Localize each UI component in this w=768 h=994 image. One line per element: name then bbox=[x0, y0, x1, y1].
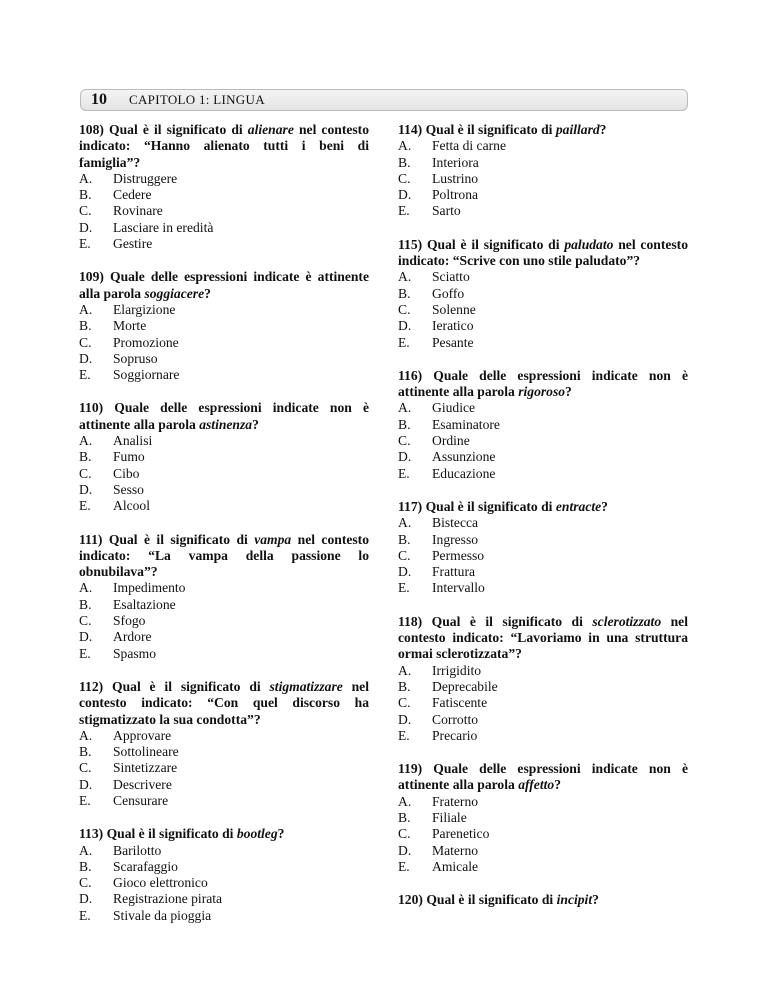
option-letter: E. bbox=[79, 907, 91, 923]
question-lead: 119) Quale delle espressioni indicate non è attinente alla parola bbox=[398, 761, 688, 793]
answer-option bbox=[398, 400, 688, 416]
option-text: Assunzione bbox=[432, 449, 496, 465]
option-text: Ardore bbox=[113, 629, 152, 645]
answer-option bbox=[79, 220, 369, 236]
option-text: Fumo bbox=[113, 449, 145, 465]
answer-option bbox=[398, 843, 688, 859]
option-letter: B. bbox=[398, 416, 411, 432]
answer-option bbox=[79, 318, 369, 334]
question-term: alienare bbox=[247, 122, 294, 137]
option-letter: C. bbox=[79, 760, 92, 776]
option-letter: B. bbox=[398, 531, 411, 547]
answer-option bbox=[398, 286, 688, 302]
option-text: Registrazione pirata bbox=[113, 891, 223, 907]
question-lead: 112) Qual è il significato di bbox=[79, 678, 270, 694]
question-tail: nel contesto indicato: “Con quel discorso ha stigmatizzato la sua condotta”? bbox=[79, 678, 369, 727]
option-letter: B. bbox=[398, 678, 411, 694]
question-tail: ? bbox=[554, 777, 561, 793]
option-text: Parenetico bbox=[432, 826, 490, 842]
question-block bbox=[398, 892, 688, 908]
question-text bbox=[398, 614, 688, 663]
answer-option bbox=[79, 302, 369, 318]
option-letter: A. bbox=[79, 580, 93, 596]
question-lead: 110) Quale delle espressioni indicate non è attinente alla parola bbox=[79, 400, 369, 432]
question-lead: 120) Qual è il significato di bbox=[398, 892, 557, 908]
question-text bbox=[79, 400, 369, 433]
question-text bbox=[398, 892, 688, 908]
answer-option bbox=[398, 171, 688, 187]
question-lead: 115) Qual è il significato di bbox=[398, 236, 565, 252]
option-text: Stivale da pioggia bbox=[113, 907, 212, 923]
answer-option bbox=[79, 597, 369, 613]
option-text: Morte bbox=[113, 318, 147, 334]
answer-option bbox=[398, 433, 688, 449]
option-text: Distruggere bbox=[113, 170, 178, 186]
question-tail: nel contesto indicato: “Lavoriamo in una struttura ormai sclerotizzata”? bbox=[398, 613, 688, 662]
answer-option bbox=[79, 629, 369, 645]
option-letter: C. bbox=[398, 826, 411, 842]
question-block bbox=[398, 614, 688, 744]
option-text: Alcool bbox=[113, 498, 150, 514]
question-term: vampa bbox=[254, 531, 292, 547]
running-header bbox=[80, 89, 688, 111]
option-letter: A. bbox=[398, 400, 412, 416]
option-letter: A. bbox=[398, 515, 412, 531]
option-text: Soggiornare bbox=[113, 367, 180, 383]
option-text: Sarto bbox=[432, 203, 461, 219]
answer-option bbox=[79, 843, 369, 859]
question-block bbox=[79, 269, 369, 383]
answer-option bbox=[398, 826, 688, 842]
left-column bbox=[79, 122, 369, 941]
option-letter: A. bbox=[398, 662, 412, 678]
option-letter: E. bbox=[79, 367, 91, 383]
option-letter: C. bbox=[398, 547, 411, 563]
question-lead: 108) Qual è il significato di bbox=[79, 122, 248, 137]
chapter-title: CAPITOLO 1: LINGUA bbox=[129, 92, 265, 107]
answer-option bbox=[79, 728, 369, 744]
answer-option bbox=[79, 466, 369, 482]
option-letter: C. bbox=[79, 875, 92, 891]
question-lead: 118) Qual è il significato di bbox=[398, 613, 593, 629]
option-letter: E. bbox=[79, 498, 91, 514]
option-text: Goffo bbox=[432, 285, 465, 301]
option-text: Materno bbox=[432, 842, 479, 858]
question-tail: nel contesto indicato: “Hanno alienato tutti i beni di famiglia”? bbox=[79, 122, 370, 170]
option-letter: E. bbox=[398, 465, 410, 481]
option-letter: B. bbox=[79, 596, 92, 612]
option-text: Ingresso bbox=[432, 531, 479, 547]
right-column bbox=[398, 122, 688, 925]
option-letter: C. bbox=[398, 433, 411, 449]
question-block bbox=[79, 122, 369, 252]
option-text: Precario bbox=[432, 727, 478, 743]
option-letter: B. bbox=[79, 318, 92, 334]
answer-option bbox=[398, 712, 688, 728]
option-letter: E. bbox=[398, 727, 410, 743]
option-letter: D. bbox=[398, 318, 412, 334]
answer-option bbox=[79, 891, 369, 907]
option-text: Sfogo bbox=[113, 613, 146, 629]
answer-option bbox=[398, 532, 688, 548]
answer-option bbox=[79, 433, 369, 449]
answer-option bbox=[398, 663, 688, 679]
answer-option bbox=[79, 367, 369, 383]
question-block bbox=[398, 761, 688, 875]
option-text: Gestire bbox=[113, 236, 153, 252]
option-letter: B. bbox=[79, 449, 92, 465]
question-block bbox=[79, 400, 369, 514]
option-text: Sopruso bbox=[113, 350, 158, 366]
answer-option bbox=[398, 187, 688, 203]
option-text: Fraterno bbox=[432, 793, 479, 809]
answer-option bbox=[398, 548, 688, 564]
answer-option bbox=[79, 498, 369, 514]
answer-option bbox=[398, 728, 688, 744]
option-letter: E. bbox=[79, 645, 91, 661]
option-text: Amicale bbox=[432, 858, 479, 874]
option-letter: D. bbox=[398, 842, 412, 858]
answer-option bbox=[398, 580, 688, 596]
question-term: sclerotizzato bbox=[592, 613, 662, 629]
option-text: Esaminatore bbox=[432, 416, 500, 432]
option-text: Interiora bbox=[432, 154, 479, 170]
answer-option bbox=[79, 351, 369, 367]
question-text bbox=[398, 761, 688, 794]
option-letter: A. bbox=[79, 842, 93, 858]
option-letter: D. bbox=[79, 481, 93, 497]
option-text: Promozione bbox=[113, 334, 179, 350]
option-letter: C. bbox=[398, 695, 411, 711]
question-tail: ? bbox=[599, 122, 607, 137]
option-letter: C. bbox=[398, 170, 411, 186]
answer-option bbox=[79, 203, 369, 219]
question-lead: 114) Qual è il significato di bbox=[398, 122, 556, 137]
answer-option bbox=[79, 482, 369, 498]
question-block bbox=[79, 532, 369, 662]
answer-option bbox=[398, 695, 688, 711]
answer-option bbox=[398, 203, 688, 219]
option-text: Analisi bbox=[113, 433, 153, 449]
option-text: Corrotto bbox=[432, 711, 479, 727]
option-letter: B. bbox=[79, 744, 92, 760]
answer-option bbox=[79, 171, 369, 187]
option-letter: A. bbox=[79, 727, 93, 743]
option-letter: D. bbox=[79, 776, 93, 792]
option-text: Frattura bbox=[432, 564, 476, 580]
option-letter: A. bbox=[398, 138, 412, 154]
answer-option bbox=[398, 155, 688, 171]
answer-option bbox=[79, 335, 369, 351]
question-term: soggiacere bbox=[144, 285, 205, 301]
question-term: bootleg bbox=[236, 826, 278, 842]
answer-option bbox=[398, 679, 688, 695]
option-letter: C. bbox=[79, 334, 92, 350]
answer-option bbox=[79, 236, 369, 252]
option-text: Impedimento bbox=[113, 580, 186, 596]
option-letter: D. bbox=[398, 187, 412, 203]
option-text: Cibo bbox=[113, 465, 140, 481]
option-text: Sintetizzare bbox=[113, 760, 178, 776]
option-letter: B. bbox=[79, 187, 92, 203]
question-term: paillard bbox=[555, 122, 600, 137]
option-letter: C. bbox=[79, 613, 92, 629]
answer-option bbox=[398, 302, 688, 318]
answer-option bbox=[398, 794, 688, 810]
question-term: stigmatizzare bbox=[269, 678, 343, 694]
answer-option bbox=[79, 859, 369, 875]
question-tail: ? bbox=[601, 498, 608, 514]
option-letter: B. bbox=[398, 154, 411, 170]
option-text: Sesso bbox=[113, 481, 144, 497]
option-text: Gioco elettronico bbox=[113, 875, 208, 891]
option-text: Rovinare bbox=[113, 203, 163, 219]
question-tail: ? bbox=[277, 826, 285, 842]
question-block bbox=[398, 368, 688, 482]
option-letter: B. bbox=[398, 285, 411, 301]
question-lead: 109) Quale delle espressioni indicate è attinente alla parola bbox=[79, 269, 369, 301]
answer-option bbox=[79, 744, 369, 760]
question-term: rigoroso bbox=[518, 384, 566, 400]
question-lead: 116) Quale delle espressioni indicate non è attinente alla parola bbox=[398, 367, 688, 400]
answer-option bbox=[79, 777, 369, 793]
option-letter: D. bbox=[79, 350, 93, 366]
question-tail: ? bbox=[252, 416, 259, 432]
option-text: Poltrona bbox=[432, 187, 479, 203]
answer-option bbox=[79, 613, 369, 629]
option-letter: A. bbox=[398, 793, 412, 809]
question-text bbox=[398, 499, 688, 515]
option-text: Spasmo bbox=[113, 645, 157, 661]
option-letter: D. bbox=[79, 219, 93, 235]
question-block bbox=[79, 679, 369, 809]
question-lead: 113) Qual è il significato di bbox=[79, 826, 237, 842]
option-letter: C. bbox=[79, 465, 92, 481]
option-text: Sottolineare bbox=[113, 744, 179, 760]
option-letter: D. bbox=[79, 891, 93, 907]
question-block bbox=[398, 237, 688, 351]
question-tail: ? bbox=[565, 384, 572, 400]
answer-option bbox=[398, 318, 688, 334]
option-letter: E. bbox=[398, 858, 410, 874]
option-letter: D. bbox=[79, 629, 93, 645]
option-text: Educazione bbox=[432, 465, 496, 481]
question-lead: 117) Qual è il significato di bbox=[398, 498, 556, 514]
answer-option bbox=[398, 417, 688, 433]
option-text: Pesante bbox=[432, 334, 474, 350]
answer-option bbox=[79, 793, 369, 809]
option-text: Ordine bbox=[432, 433, 470, 449]
question-tail: nel contesto indicato: “Scrive con uno stile paludato”? bbox=[398, 236, 688, 269]
answer-option bbox=[398, 449, 688, 465]
question-text bbox=[398, 368, 688, 401]
option-text: Scarafaggio bbox=[113, 858, 178, 874]
option-letter: B. bbox=[79, 858, 92, 874]
option-text: Permesso bbox=[432, 547, 485, 563]
option-letter: D. bbox=[398, 449, 412, 465]
answer-option bbox=[398, 515, 688, 531]
page-number: 10 bbox=[91, 91, 107, 108]
option-letter: E. bbox=[398, 580, 410, 596]
option-letter: B. bbox=[398, 809, 411, 825]
answer-option bbox=[398, 859, 688, 875]
option-letter: A. bbox=[398, 269, 412, 285]
option-text: Lustrino bbox=[432, 170, 479, 186]
question-text bbox=[79, 269, 369, 302]
answer-option bbox=[79, 580, 369, 596]
option-letter: D. bbox=[398, 564, 412, 580]
question-block bbox=[398, 122, 688, 220]
option-text: Filiale bbox=[432, 809, 467, 825]
question-term: astinenza bbox=[199, 416, 253, 432]
option-letter: E. bbox=[79, 792, 91, 808]
question-text bbox=[79, 679, 369, 728]
question-tail: nel contesto indicato: “La vampa della passione lo obnubilava”? bbox=[79, 531, 369, 580]
question-lead: 111) Qual è il significato di bbox=[79, 531, 255, 547]
answer-option bbox=[398, 269, 688, 285]
option-text: Solenne bbox=[432, 301, 476, 317]
option-text: Fatiscente bbox=[432, 695, 488, 711]
option-text: Ieratico bbox=[432, 318, 474, 334]
option-text: Sciatto bbox=[432, 269, 470, 285]
option-text: Deprecabile bbox=[432, 678, 498, 694]
option-letter: A. bbox=[79, 301, 93, 317]
question-term: affetto bbox=[518, 777, 555, 793]
option-text: Irrigidito bbox=[432, 662, 482, 678]
option-text: Cedere bbox=[113, 187, 152, 203]
answer-option bbox=[79, 449, 369, 465]
question-text bbox=[79, 826, 369, 842]
question-block bbox=[398, 499, 688, 597]
option-text: Censurare bbox=[113, 792, 169, 808]
option-text: Lasciare in eredità bbox=[113, 219, 214, 235]
answer-option bbox=[79, 908, 369, 924]
option-letter: C. bbox=[398, 301, 411, 317]
answer-option bbox=[398, 810, 688, 826]
answer-option bbox=[398, 466, 688, 482]
question-text bbox=[79, 532, 369, 581]
option-text: Fetta di carne bbox=[432, 138, 506, 154]
option-letter: E. bbox=[398, 334, 410, 350]
option-letter: E. bbox=[79, 236, 91, 252]
option-text: Barilotto bbox=[113, 842, 162, 858]
option-text: Esaltazione bbox=[113, 596, 176, 612]
question-tail: ? bbox=[204, 285, 211, 301]
option-letter: A. bbox=[79, 170, 93, 186]
question-term: incipit bbox=[556, 892, 593, 908]
answer-option bbox=[79, 760, 369, 776]
question-text bbox=[79, 122, 369, 171]
answer-option bbox=[398, 564, 688, 580]
option-letter: E. bbox=[398, 203, 410, 219]
option-letter: A. bbox=[79, 433, 93, 449]
option-text: Bistecca bbox=[432, 515, 479, 531]
answer-option bbox=[398, 335, 688, 351]
option-text: Elargizione bbox=[113, 301, 176, 317]
question-block bbox=[79, 826, 369, 924]
question-tail: ? bbox=[592, 892, 599, 908]
option-text: Descrivere bbox=[113, 776, 172, 792]
question-term: entracte bbox=[555, 498, 602, 514]
answer-option bbox=[79, 875, 369, 891]
answer-option bbox=[398, 138, 688, 154]
option-text: Giudice bbox=[432, 400, 476, 416]
question-term: paludato bbox=[564, 236, 614, 252]
question-text bbox=[398, 237, 688, 270]
option-letter: D. bbox=[398, 711, 412, 727]
answer-option bbox=[79, 187, 369, 203]
answer-option bbox=[79, 646, 369, 662]
option-letter: C. bbox=[79, 203, 92, 219]
option-text: Intervallo bbox=[432, 580, 485, 596]
question-text bbox=[398, 122, 688, 138]
option-text: Approvare bbox=[113, 727, 172, 743]
